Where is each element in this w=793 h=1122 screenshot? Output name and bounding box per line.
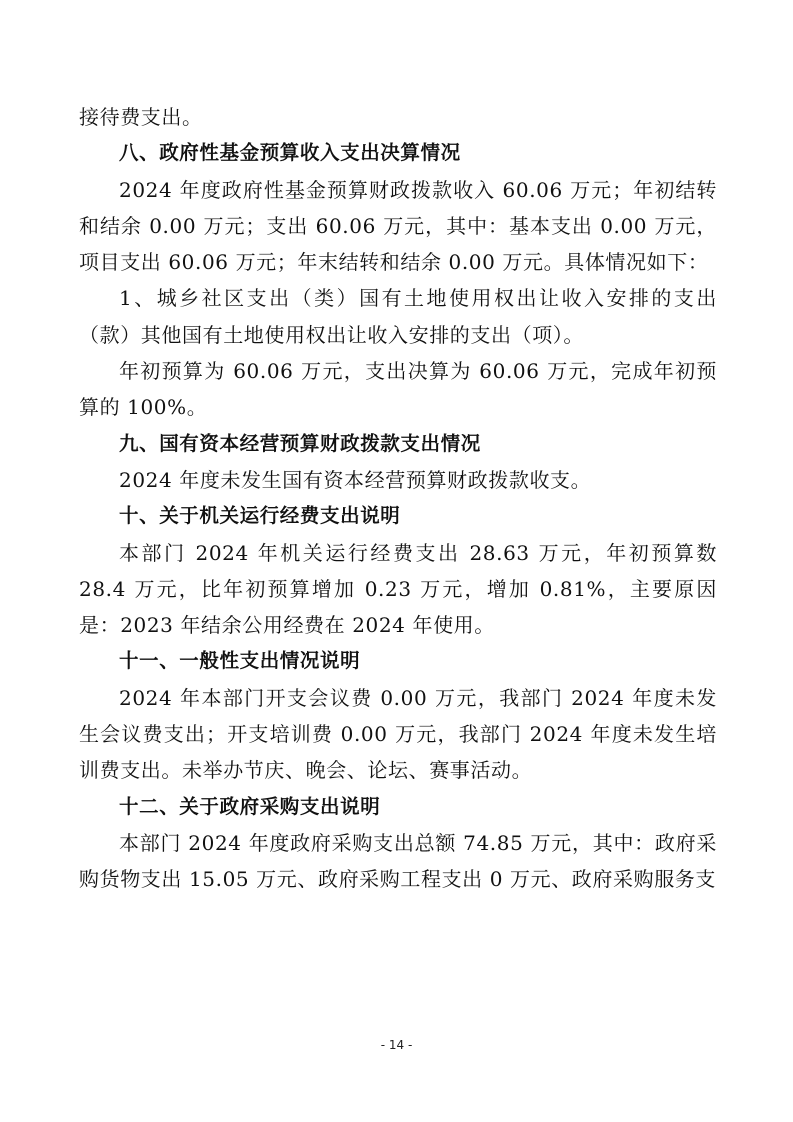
section-heading-8: 八、政府性基金预算收入支出决算情况: [119, 141, 461, 165]
section-heading-12: 十二、关于政府采购支出说明: [119, 794, 381, 818]
paragraph-fund-item-1-detail: 年初预算为 60.06 万元，支出决算为 60.06 万元，完成年初预算的 100%。: [79, 359, 717, 420]
page-number: - 14 -: [380, 1038, 413, 1052]
document-body: [79, 99, 717, 898]
paragraph-general-expenses: 2024 年本部门开支会议费 0.00 万元，我部门 2024 年度未发生会议费支出；开支培训费 0.00 万元，我部门 2024 年度未发生培训费支出。未举办节庆、晚会、论坛、赛事活动。: [79, 685, 717, 783]
paragraph-procurement: 本部门 2024 年度政府采购支出总额 74.85 万元，其中：政府采购货物支出 15.05 万元、政府采购工程支出 0 万元、政府采购服务支: [79, 830, 717, 892]
paragraph-fund-budget-summary: 2024 年度政府性基金预算财政拨款收入 60.06 万元；年初结转和结余 0.00 万元；支出 60.06 万元，其中：基本支出 0.00 万元，项目支出 60.06 万元；年末结转和结余 0.00 万元。具体情况如下：: [79, 177, 717, 275]
paragraph-operating-expenses: 本部门 2024 年机关运行经费支出 28.63 万元，年初预算数 28.4 万元，比年初预算增加 0.23 万元，增加 0.81%，主要原因是：2023 年结余公用经费在 2024 年使用。: [79, 540, 717, 638]
section-heading-11: 十一、一般性支出情况说明: [119, 649, 361, 673]
section-heading-10: 十、关于机关运行经费支出说明: [119, 504, 401, 528]
paragraph-fund-item-1: 1、城乡社区支出（类）国有土地使用权出让收入安排的支出（款）其他国有土地使用权出让收入安排的支出（项）。: [79, 286, 717, 347]
paragraph-state-capital: 2024 年度未发生国有资本经营预算财政拨款收支。: [119, 467, 592, 492]
paragraph-continuation: 接待费支出。: [79, 105, 203, 129]
section-heading-9: 九、国有资本经营预算财政拨款支出情况: [119, 431, 481, 455]
